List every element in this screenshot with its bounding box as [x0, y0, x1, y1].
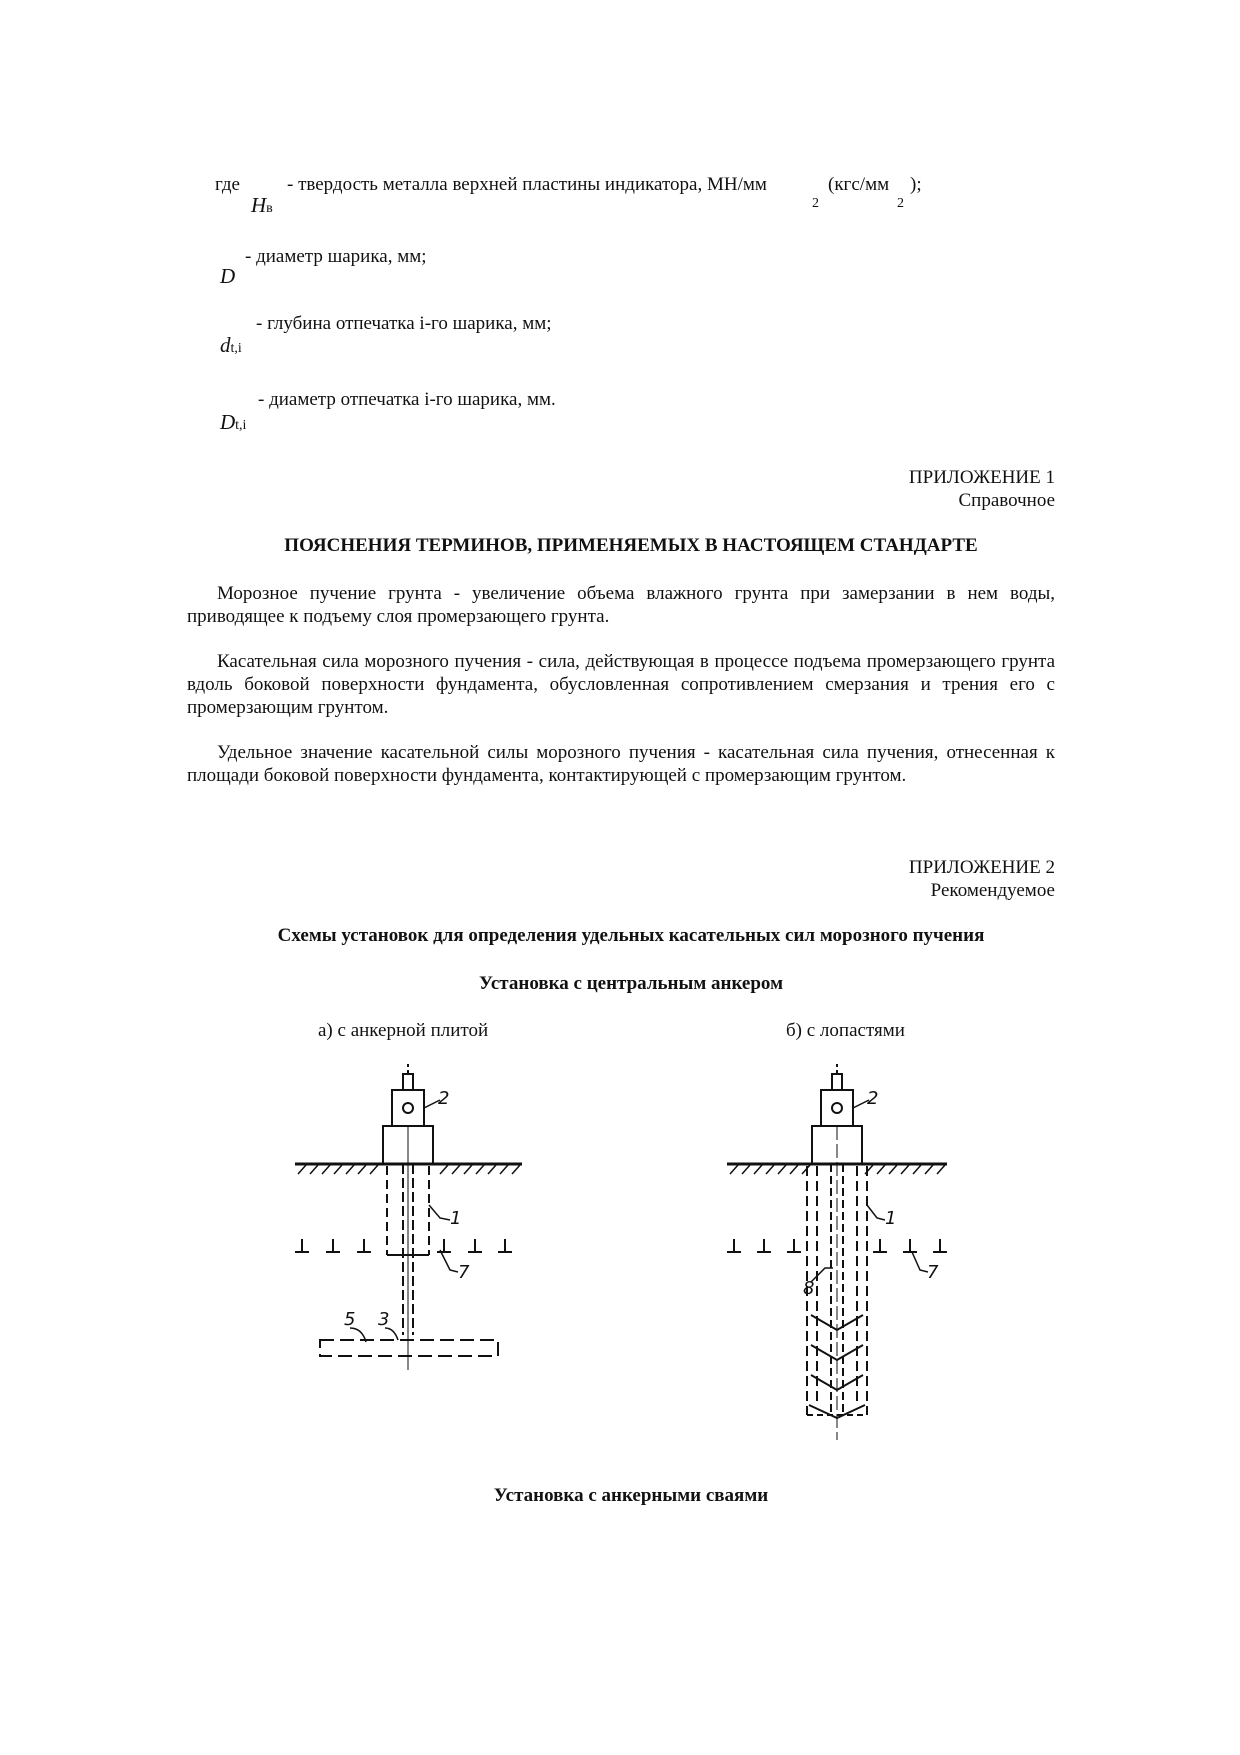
appendix2-subtitle-2: Установка с анкерными сваями: [493, 1485, 769, 1506]
figure-b-label-2: 2: [867, 1088, 879, 1109]
figure-a-label-1: 1: [450, 1208, 462, 1229]
appendix2-kind: Рекомендуемое: [930, 880, 1055, 901]
symbol-hb-sub: в: [266, 201, 273, 216]
legend-dti-desc: - глубина отпечатка i-го шарика, мм;: [256, 313, 552, 334]
legend-hb-sup2: 2: [897, 196, 904, 211]
appendix1-title: ПОЯСНЕНИЯ ТЕРМИНОВ, ПРИМЕНЯЕМЫХ В НАСТОЯЩЕМ СТАНДАРТЕ: [284, 535, 978, 556]
symbol-dti-letter: d: [220, 333, 231, 357]
symbol-hb-letter: H: [251, 193, 267, 217]
figure-a-drawing: [295, 1064, 522, 1370]
appendix2-title: Схемы установок для определения удельных касательных сил морозного пучения: [277, 925, 985, 946]
symbol-d: D: [220, 264, 236, 288]
symbol-Dti: [220, 410, 246, 435]
figure-a-anchor-plate: [290, 1060, 540, 1380]
legend-hb-desc: [287, 173, 767, 196]
appendix2-subtitle-1: Установка с центральным анкером: [478, 973, 784, 994]
symbol-dti-sub: t,i: [230, 341, 242, 356]
figure-a-label-7: 7: [458, 1262, 470, 1283]
legend-hb-sup1: 2: [812, 196, 819, 211]
figure-a-label-5: 5: [344, 1309, 356, 1330]
appendix2-label: ПРИЛОЖЕНИЕ 2: [908, 857, 1055, 878]
figure-b-blades: [725, 1060, 975, 1440]
legend-hb-text: - твердость металла верхней пластины индикатора, МН/мм: [287, 174, 767, 195]
figure-b-label-8: 8: [803, 1278, 815, 1299]
appendix1-kind: Справочное: [958, 490, 1055, 511]
symbol-Dti-letter: D: [220, 410, 236, 434]
figure-a-label-3: 3: [378, 1309, 390, 1330]
appendix1-paragraph-2: Касательная сила морозного пучения - сила, действующая в процессе подъема промерзающего грунта вдоль боковой поверхности фундамента, обусловленная сопротивлением смерзания и трения его с промерзающим грунтом.: [187, 651, 1055, 718]
symbol-dti: [220, 333, 242, 358]
figure-a-caption: а) с анкерной плитой: [318, 1020, 489, 1041]
symbol-Dti-sub: t,i: [235, 418, 247, 433]
legend-d-desc: - диаметр шарика, мм;: [245, 246, 427, 267]
figure-a-label-2: 2: [438, 1088, 450, 1109]
figure-b-label-1: 1: [885, 1208, 897, 1229]
symbol-hb: [251, 193, 273, 218]
appendix1-label: ПРИЛОЖЕНИЕ 1: [908, 467, 1055, 488]
figure-b-label-7: 7: [927, 1262, 939, 1283]
legend-hb-mid: (кгс/мм: [828, 174, 890, 195]
legend-hb-end: );: [910, 174, 922, 195]
legend-hb-prefix: где: [215, 174, 240, 195]
appendix1-paragraph-1: Морозное пучение грунта - увеличение объема влажного грунта при замерзании в нем воды, приводящее к подъему слоя промерзающего грунта.: [187, 583, 1055, 627]
legend-Dti-desc: - диаметр отпечатка i-го шарика, мм.: [258, 389, 556, 410]
figure-b-caption: б) с лопастями: [786, 1020, 905, 1041]
appendix1-paragraph-3: Удельное значение касательной силы морозного пучения - касательная сила пучения, отнесенная к площади боковой поверхности фундамента, контактирующей с промерзающим грунтом.: [187, 742, 1055, 786]
figure-b-drawing: [727, 1064, 947, 1440]
